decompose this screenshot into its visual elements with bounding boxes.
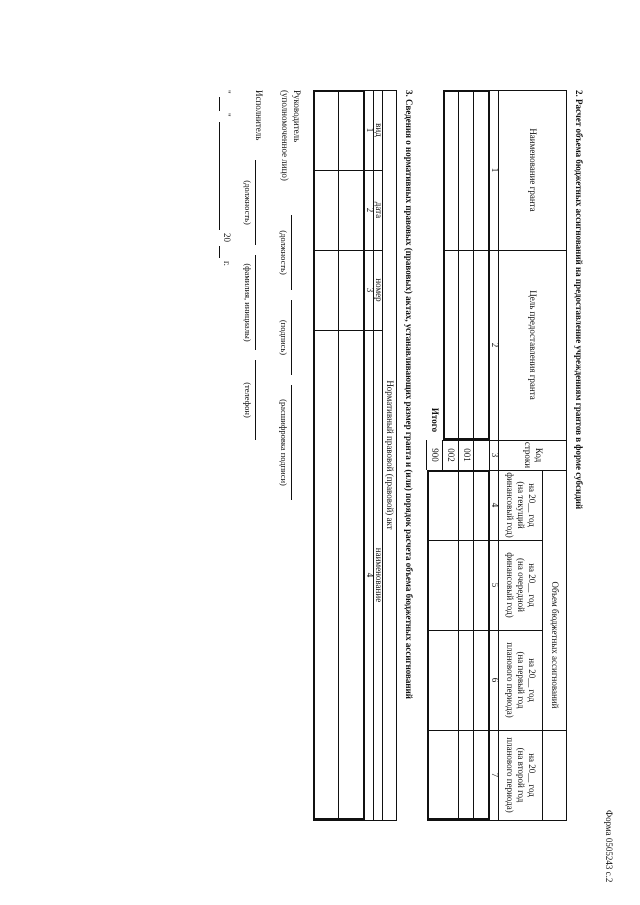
head-label: Руководитель (уполномоченное лицо) xyxy=(280,90,302,181)
header-grant-name: Наименование гранта xyxy=(528,128,539,212)
header-row-code: Код строки xyxy=(523,441,544,469)
head-position-caption: (должность) xyxy=(279,230,289,275)
colnum-3: 3 xyxy=(490,452,500,458)
data-box-left xyxy=(443,90,490,440)
s3-data-box xyxy=(313,90,365,820)
colnum-7: 7 xyxy=(490,772,500,778)
head-decode-caption: (расшифровка подписи) xyxy=(279,399,289,486)
header-act-title: наименование xyxy=(374,547,384,603)
colnum-2: 2 xyxy=(490,342,500,348)
total-code: 900 xyxy=(430,448,441,462)
header-year-second-plan: на 20__ год (на второй год планового периода) xyxy=(505,737,538,813)
form-code: Форма 0505243 с.2 xyxy=(604,810,614,883)
header-grant-purpose: Цель предоставления гранта xyxy=(528,290,539,400)
header-act-type: вид xyxy=(374,123,384,137)
date-year-prefix: 20 xyxy=(222,233,232,242)
colnum-1: 1 xyxy=(490,167,500,173)
colnum-4: 4 xyxy=(490,502,500,508)
executor-position-caption: (должность) xyxy=(243,180,253,225)
header-year-first-plan: на 20__ год (на первый год планового периода) xyxy=(505,642,538,718)
row-code-002: 002 xyxy=(446,448,457,462)
section2-title: 2. Расчет объема бюджетных ассигнований на предоставление учреждениям грантов в форме субсидий xyxy=(574,90,584,510)
head-signature-caption: (подпись) xyxy=(279,319,289,356)
executor-phone-caption: (телефон) xyxy=(243,382,253,418)
row-code-001: 001 xyxy=(462,448,472,462)
header-year-next: на 20__ год (на очередной финансовый год) xyxy=(505,552,538,618)
section3-title: 3. Сведения о нормативных правовых (правовых) актах, устанавливающих размер гранта и (или) порядок расчета объема бюджетных ассигнований xyxy=(404,90,414,699)
colnum-5: 5 xyxy=(490,582,500,588)
date-open-quote: " xyxy=(222,90,232,94)
s3-colnum-1: 1 xyxy=(365,127,375,133)
s3-colnum-4: 4 xyxy=(365,572,375,578)
executor-name-caption: (фамилия, инициалы) xyxy=(243,263,253,342)
colnum-6: 6 xyxy=(490,677,500,683)
header-legal-act: Нормативный правовой (правовой) акт xyxy=(385,380,396,530)
date-close-quote: " xyxy=(222,113,232,117)
date-year-suffix: г. xyxy=(222,261,232,266)
header-act-number: номер xyxy=(374,278,384,302)
header-year-current: на 20__ год (на текущий финансовый год) xyxy=(505,472,538,538)
s3-colnum-2: 2 xyxy=(365,207,375,213)
header-act-date: дата xyxy=(374,201,384,219)
header-volume: Объем бюджетных ассигнований xyxy=(550,581,561,709)
s3-colnum-3: 3 xyxy=(365,287,375,293)
total-label: Итого xyxy=(430,407,441,433)
executor-label: Исполнитель xyxy=(254,90,264,141)
